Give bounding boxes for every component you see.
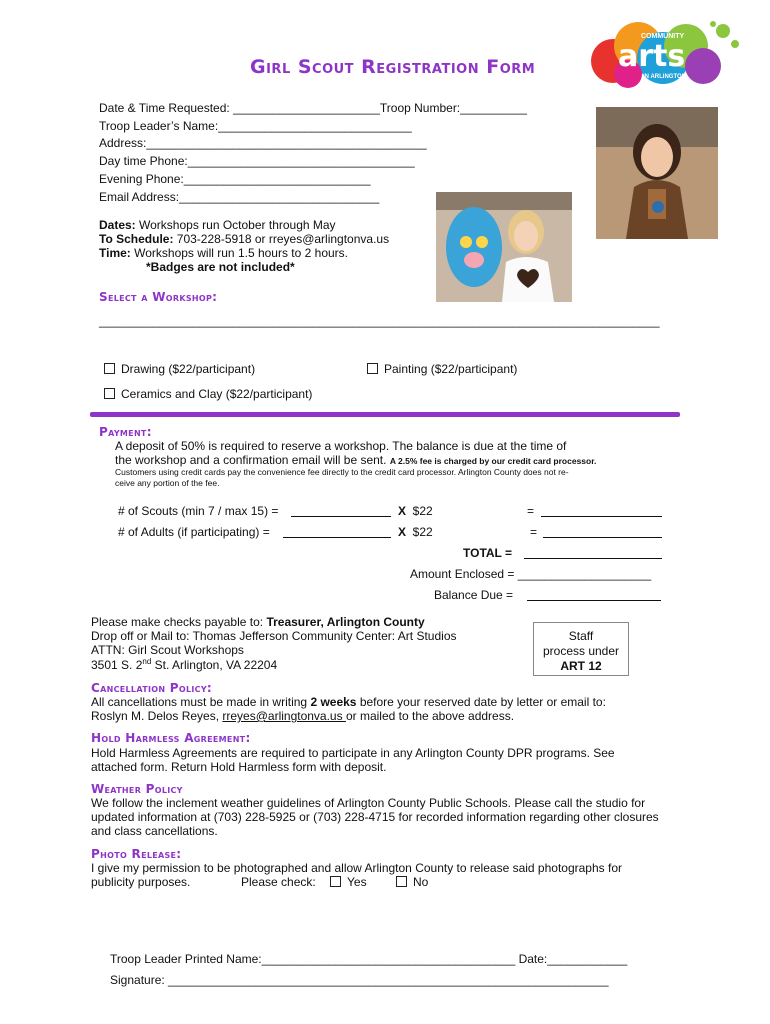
photo-girl-painting — [436, 192, 572, 302]
adults-count-label: # of Adults (if participating) = — [118, 525, 270, 539]
field-address[interactable]: Address:__________________________________________ — [99, 136, 427, 151]
photo-release-line2: publicity purposes. — [91, 875, 191, 889]
payment-line4: ceive any portion of the fee. — [115, 478, 220, 488]
field-evening-phone[interactable]: Evening Phone:____________________________ — [99, 171, 371, 186]
workshop-line[interactable]: ____________________________________________________________________________________ — [99, 314, 660, 328]
cancellation-line1: All cancellations must be made in writing 2 weeks before your reserved date by letter or email to: — [91, 695, 606, 709]
hold-harmless-line2: attached form. Return Hold Harmless form with deposit. — [91, 760, 387, 774]
photo-girl-brownie — [596, 107, 718, 239]
photo-release-line1: I give my permission to be photographed and allow Arlington County to release said photographs for — [91, 861, 622, 875]
please-check-label: Please check: — [241, 875, 316, 889]
field-date-time-troop[interactable]: Date & Time Requested: ______________________Troop Number:__________ — [99, 101, 527, 115]
payment-line3: Customers using credit cards pay the convenience fee directly to the credit card processor. Arlington County does not re- — [115, 467, 569, 477]
total-field[interactable] — [524, 548, 662, 559]
adults-price: X $22 — [398, 525, 433, 539]
adults-total-field[interactable] — [543, 527, 662, 538]
logo-arlington-text: IN ARLINGTON — [643, 74, 686, 80]
checks-payable: Please make checks payable to: Treasurer, Arlington County — [91, 615, 425, 629]
info-time: Time: Workshops will run 1.5 hours to 2 hours. — [99, 246, 349, 260]
signature-field[interactable]: Signature: __________________________________________________________________ — [110, 973, 609, 987]
checkbox-yes[interactable] — [330, 876, 341, 887]
hold-harmless-line1: Hold Harmless Agreements are required to participate in any Arlington County DPR programs. See — [91, 746, 615, 760]
printed-name-date-field[interactable]: Troop Leader Printed Name:______________________________________ Date:____________ — [110, 952, 628, 966]
field-email-address[interactable]: Email Address:______________________________ — [99, 189, 380, 204]
field-troop-leader-name[interactable]: Troop Leader’s Name:_____________________________ — [99, 118, 412, 133]
weather-line2: updated information at (703) 228-5925 or (703) 228-4715 for recorded information regarding other closures — [91, 810, 659, 824]
logo-arts-text: arts — [618, 39, 686, 74]
logo-community-text: COMMUNITY — [641, 33, 685, 40]
amount-enclosed-label: Amount Enclosed = ____________________ — [410, 567, 652, 581]
scouts-count-field[interactable] — [291, 506, 391, 517]
balance-due-label: Balance Due = — [434, 588, 514, 602]
photo-release-yes[interactable]: Yes — [330, 875, 367, 889]
checkbox-painting[interactable] — [367, 363, 378, 374]
payment-heading: Payment: — [99, 425, 152, 439]
option-drawing[interactable]: Drawing ($22/participant) — [104, 362, 255, 376]
weather-line1: We follow the inclement weather guidelines of Arlington County Public Schools. Please call the studio for — [91, 796, 646, 810]
dropoff-address: Drop off or Mail to: Thomas Jefferson Community Center: Art Studios — [91, 629, 457, 643]
option-painting[interactable]: Painting ($22/participant) — [367, 362, 517, 376]
photo-release-no[interactable]: No — [396, 875, 428, 889]
option-ceramics[interactable]: Ceramics and Clay ($22/participant) — [104, 387, 312, 401]
section-divider — [90, 412, 680, 417]
community-arts-logo — [583, 16, 743, 96]
adults-equals: = — [530, 525, 538, 539]
form-title: Girl Scout Registration Form — [250, 56, 536, 78]
payment-line1: A deposit of 50% is required to reserve a workshop. The balance is due at the time of — [115, 439, 567, 453]
adults-count-field[interactable] — [283, 527, 391, 538]
cancellation-line2: Roslyn M. Delos Reyes, rreyes@arlingtonva.us or mailed to the above address. — [91, 709, 515, 723]
balance-due-field[interactable] — [527, 590, 661, 601]
checkbox-ceramics[interactable] — [104, 388, 115, 399]
workshop-heading: Select a Workshop: — [99, 290, 218, 304]
hold-harmless-heading: Hold Harmless Agreement: — [91, 731, 251, 745]
weather-line3: and class cancellations. — [91, 824, 218, 838]
checkbox-no[interactable] — [396, 876, 407, 887]
attn-line: ATTN: Girl Scout Workshops — [91, 643, 244, 657]
photo-release-heading: Photo Release: — [91, 847, 182, 861]
scouts-count-label: # of Scouts (min 7 / max 15) = — [118, 504, 279, 518]
field-daytime-phone[interactable]: Day time Phone:__________________________________ — [99, 154, 415, 169]
info-dates: Dates: Workshops run October through May — [99, 218, 336, 232]
checkbox-drawing[interactable] — [104, 363, 115, 374]
scouts-price: X $22 — [398, 504, 433, 518]
street-address: 3501 S. 2nd St. Arlington, VA 22204 — [91, 657, 278, 672]
staff-box: Staff process under ART 12 — [533, 622, 629, 676]
email-link[interactable]: rreyes@arlingtonva.us — [222, 709, 346, 723]
payment-line2: the workshop and a confirmation email will be sent. A 2.5% fee is charged by our credit card processor. — [115, 453, 597, 467]
info-schedule: To Schedule: 703-228-5918 or rreyes@arlingtonva.us — [99, 232, 390, 246]
cancellation-heading: Cancellation Policy: — [91, 681, 213, 695]
weather-heading: Weather Policy — [91, 782, 183, 796]
scouts-total-field[interactable] — [541, 506, 662, 517]
scouts-equals: = — [527, 504, 535, 518]
badges-note: *Badges are not included* — [146, 260, 295, 274]
total-label: TOTAL = — [463, 546, 513, 560]
